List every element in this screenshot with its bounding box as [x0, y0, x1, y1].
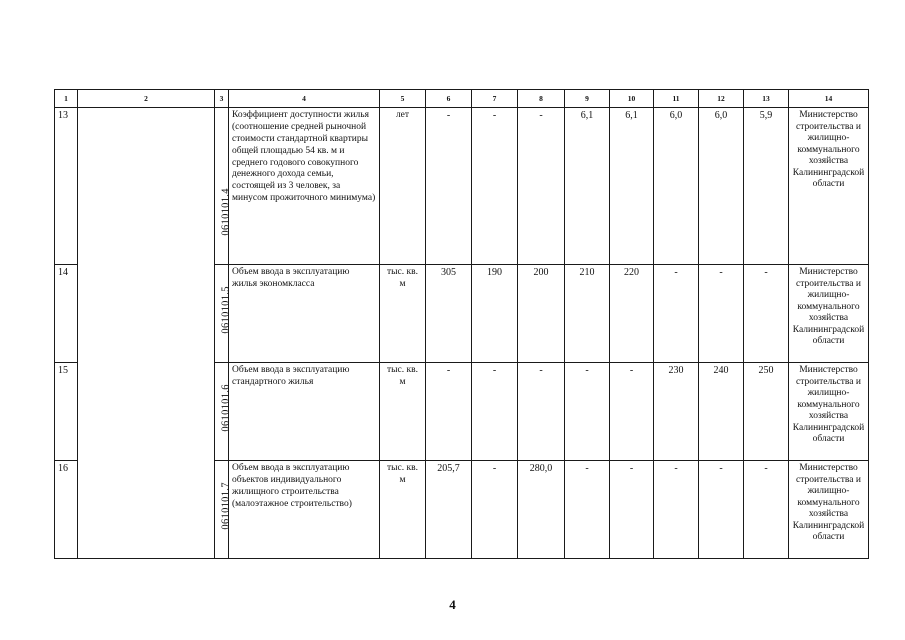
value-cell: - [426, 108, 472, 265]
value-cell: - [610, 363, 654, 461]
header-cell: 4 [229, 90, 380, 108]
indicator-code: 0610101.5 [219, 286, 231, 334]
responsible-executor: Министерство строительства и жилищно-коммунального хозяйства Калининградской области [789, 108, 869, 265]
value-cell: - [518, 363, 565, 461]
value-cell: - [565, 363, 610, 461]
header-row [55, 90, 869, 108]
header-cell: 8 [518, 90, 565, 108]
responsible-executor: Министерство строительства и жилищно-коммунального хозяйства Калининградской области [789, 461, 869, 559]
value-cell: 6,0 [654, 108, 699, 265]
header-cell: 13 [744, 90, 789, 108]
header-cell: 6 [426, 90, 472, 108]
unit-of-measure: тыс. кв. м [380, 265, 426, 363]
value-cell: 250 [744, 363, 789, 461]
value-cell: 6,1 [610, 108, 654, 265]
value-cell: - [699, 461, 744, 559]
value-cell: - [699, 265, 744, 363]
responsible-executor: Министерство строительства и жилищно-коммунального хозяйства Калининградской области [789, 265, 869, 363]
indicator-code: 0610101.6 [219, 384, 231, 432]
value-cell: 280,0 [518, 461, 565, 559]
value-cell: 240 [699, 363, 744, 461]
value-cell: 5,9 [744, 108, 789, 265]
value-cell: 205,7 [426, 461, 472, 559]
value-cell: 6,0 [699, 108, 744, 265]
row-number: 16 [55, 461, 78, 559]
header-cell: 9 [565, 90, 610, 108]
value-cell: 210 [565, 265, 610, 363]
indicator-code-cell [215, 265, 229, 363]
value-cell: - [744, 461, 789, 559]
row-number: 13 [55, 108, 78, 265]
unit-of-measure: лет [380, 108, 426, 265]
value-cell: 305 [426, 265, 472, 363]
value-cell: 6,1 [565, 108, 610, 265]
indicator-description: Коэффициент доступности жилья (соотношение средней рыночной стоимости стандартной квартиры общей площадью 54 кв. м и среднего годового совокупного денежного дохода семьи, состоящей из 3 человек, за минусом прожиточного минимума) [229, 108, 380, 265]
header-cell: 12 [699, 90, 744, 108]
indicator-code-cell [215, 363, 229, 461]
row-number: 15 [55, 363, 78, 461]
row-number: 14 [55, 265, 78, 363]
indicator-description: Объем ввода в эксплуатацию жилья экономкласса [229, 265, 380, 363]
header-cell: 14 [789, 90, 869, 108]
value-cell: - [744, 265, 789, 363]
indicator-code: 0610101.4 [219, 188, 231, 236]
indicators-table [54, 89, 869, 559]
indicator-code-cell [215, 108, 229, 265]
value-cell: 200 [518, 265, 565, 363]
value-cell: 220 [610, 265, 654, 363]
header-cell: 5 [380, 90, 426, 108]
indicator-description: Объем ввода в эксплуатацию объектов индивидуального жилищного строительства (малоэтажное строительство) [229, 461, 380, 559]
value-cell: - [654, 265, 699, 363]
responsible-executor: Министерство строительства и жилищно-коммунального хозяйства Калининградской области [789, 363, 869, 461]
table-row [55, 108, 869, 265]
value-cell: - [565, 461, 610, 559]
value-cell: - [654, 461, 699, 559]
header-cell: 1 [55, 90, 78, 108]
unit-of-measure: тыс. кв. м [380, 363, 426, 461]
header-cell: 2 [78, 90, 215, 108]
value-cell: 230 [654, 363, 699, 461]
page-number: 4 [449, 597, 456, 612]
value-cell: - [426, 363, 472, 461]
header-cell: 11 [654, 90, 699, 108]
value-cell: - [610, 461, 654, 559]
value-cell: 190 [472, 265, 518, 363]
header-cell: 3 [215, 90, 229, 108]
merged-goal-cell [78, 108, 215, 559]
header-cell: 10 [610, 90, 654, 108]
unit-of-measure: тыс. кв. м [380, 461, 426, 559]
header-cell: 7 [472, 90, 518, 108]
value-cell: - [518, 108, 565, 265]
value-cell: - [472, 461, 518, 559]
indicator-code-cell [215, 461, 229, 559]
value-cell: - [472, 108, 518, 265]
value-cell: - [472, 363, 518, 461]
indicator-description: Объем ввода в эксплуатацию стандартного жилья [229, 363, 380, 461]
indicator-code: 0610101.7 [219, 482, 231, 530]
